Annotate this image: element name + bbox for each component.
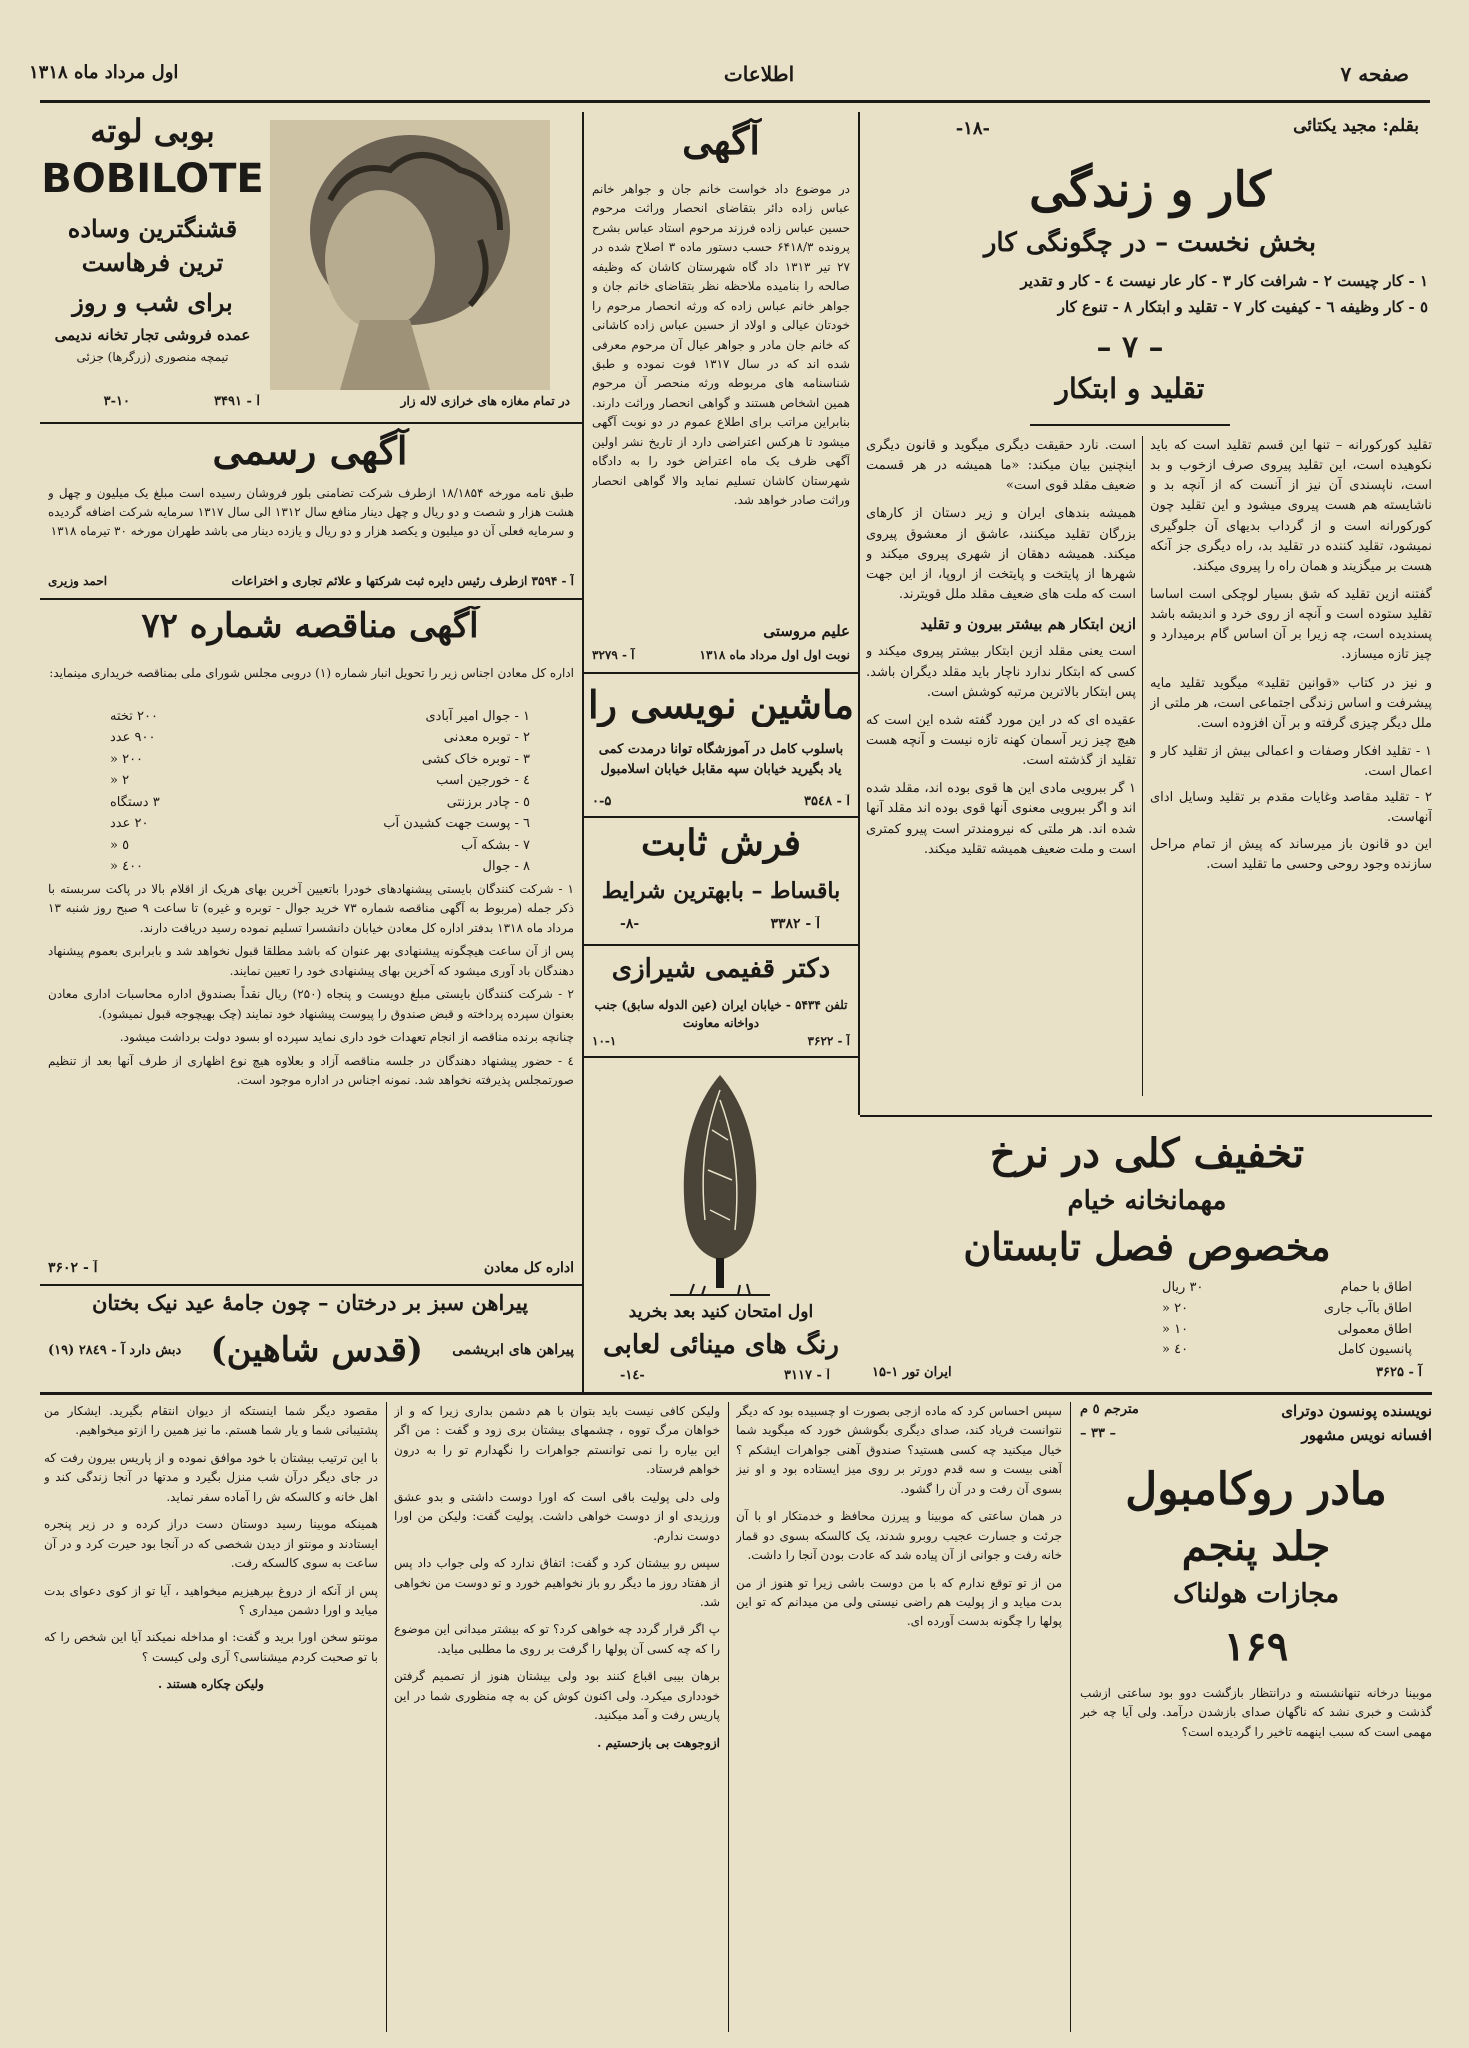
tender-cond-4: چنانچه برنده مناقصه از انجام تعهدات خود داری نماید سپرده او بسود دولت برداشت میشود.: [119, 1030, 574, 1045]
paint-code: آ - ۳۱۱۷: [784, 1368, 830, 1383]
paint-line2: رنگ های مینائی لعابی: [603, 1330, 839, 1360]
tender-item-label: ۳ - توبره خاک کشی: [421, 751, 530, 767]
hotel-codes: [872, 1363, 1422, 1384]
article-number: -۱۸-: [955, 118, 990, 139]
shirt-brand: (قدس شاهین): [210, 1330, 424, 1370]
list-2: ۲ - تقلید مقاصد وغایات مقدم بر تقلید وسایل ادای آنهاست.: [1150, 790, 1432, 826]
official-body: طبق نامه مورخه ۱۸/۱۸۵۴ ازطرف شرکت تضامنی بلور فروشان رسیده است مبلغ یک میلیون و چهل و هشت هزار و شصت و دو ریال و چهل دینار منافع سال ۱۳۱۲ الی سال ۱۳۱۷ سرمایه شرکت اضافه گردیده و سرمایه فعلی آن دو میلیون و یکصد هزار و دو ریال و یازده دینار می باشد طهران مورخه ۳۰ تیرماه ۱۳۱۸: [48, 486, 574, 539]
rate-label: اطاق معمولی: [1337, 1321, 1412, 1337]
doctor-body: تلفن ۵۴۳۴ - خیابان ایران (عین الدوله سابق) جنب دواخانه معاونت: [594, 998, 848, 1030]
bobilote-code-right: آ - ۳۴۹۱: [214, 394, 260, 409]
tender-item-qty: ۲۰۰ «: [110, 751, 144, 767]
sub-column-rule: [1142, 436, 1143, 1096]
serial-byline2: [1080, 1426, 1432, 1444]
tree-trunk: [716, 1258, 724, 1288]
tender-item-qty: ٤٠٠ «: [110, 859, 144, 875]
typing-rule: [584, 816, 860, 818]
serial-col-4: [44, 1402, 378, 2022]
shirt-row: [48, 1330, 574, 1370]
masthead-rule: [40, 100, 1430, 103]
serial-col3-p5: برهان بیبی اقباع کنند بود ولی بیشتان هنوز از تصمیم گرفتن خودداری میکرد. ولی اکنون کوش کن به چه منظوری شما در این پاریس رفت و آمد میکنید.: [394, 1669, 720, 1723]
hotel-top-rule: [860, 1115, 1432, 1117]
para-intro: تقلید کورکورانه – تنها این قسم تقلید است که باید نکوهیده است، این تقلید پیروی صرف ازخوب و بد است، ناپسندی آن نیز از آنست که از آنچه بد و ناشایسته هم هست پیروی میشود و این تقلید چون کورکورانه است و از گرداب بدیهای آن جلوگیری نمیشود، تقلید کننده در تقلید بد، راه دیگری جز آنکه هست بر میگزیند و همان راه را پیروی میکند.: [1150, 438, 1432, 574]
portrait-face: [325, 190, 435, 330]
article-toc-line2: ٥ - کار وظیفه ٦ - کیفیت کار ۷ - تقلید و ابتکار ۸ - تنوع کار: [1057, 298, 1428, 316]
serial-col3-p2: ولی دلی پولیت باقی است که اورا دوست داشتی و بدو عشق ورزیدی او از دوست خواهی داشت. پولیت گفت: ولیکن من اورا دوست ندارم.: [394, 1489, 720, 1543]
bobilote-tagline2: ترین فرهاست: [81, 248, 224, 277]
section-number: – ۷ –: [1096, 330, 1164, 365]
tender-footer: [48, 1260, 574, 1276]
serial-col4-p1: مقصود دیگر شما اینستکه از دیوان انتقام بگیرید. ایشکار من پشتیبانی شما و یار شما هستم. ما نیز همین را ازتو میخواهیم.: [44, 1404, 378, 1438]
article-author: بقلم: مجید یکتائی: [1293, 116, 1419, 136]
section-rule: [1030, 424, 1230, 426]
section-title: تقلید و ابتکار: [1055, 372, 1205, 405]
column-rule: [582, 112, 584, 1392]
official-title: آگهی رسمی: [212, 428, 408, 473]
notice-rule: [584, 672, 860, 674]
paint-codes: [620, 1368, 830, 1383]
para-left-bold: ازین ابتکار هم بیشتر بیرون و تقلید: [920, 615, 1136, 634]
rate-price: ۲۰ «: [1162, 1300, 1189, 1316]
para-left-4: ۱ گر ببرویی مادی این ها قوی بوده اند، مقلد شده اند و اگر ببرویی معنوی آنها قوی بوده اند مقلد آنها شده اند. هر ملتی که نیرومندتر است پیرو کمتری است و ملت ضعیف همیشه تقلید میکند.: [866, 781, 1136, 857]
serial-translator: مترجم ٥ م: [1080, 1402, 1139, 1417]
doctor-code: آ - ۳۶۲۲: [807, 1034, 850, 1048]
serial-col4-p3: همینکه موبینا رسید دوستان دست دراز کرده و در زیر پنجره ایستادند و مونتو از دیدن شخصی که در آنجا بود حیرت کرد و در آن ساعت به سوی کالسکه رفت.: [44, 1517, 378, 1571]
notice-footer-code: آ - ۳۲۷۹: [592, 648, 635, 662]
rate-row: [1162, 1320, 1412, 1341]
article-col-right: [1150, 436, 1432, 1096]
tender-item: [110, 792, 530, 813]
carpet-code2: -۸-: [620, 916, 640, 932]
shirt-headline: پیراهن سبز بر درختان – چون جامهٔ عید نیک بختان: [91, 1290, 529, 1315]
bobilote-rule: [40, 422, 582, 424]
serial-col2-p1: سپس احساس کرد که ماده ازجی بصورت او چسبیده بود که دیگر نتوانست فریاد کند، صدای دیگری بگوشش خورد که میگوید شما خیال میکنید چه کسی هستید؟ صندوق آهنی جواهرات ایشکم ؟ آهنی بیست و سه قدم دورتر بر روی میز ایستاده بود و او نیز بسوی آن رفت و در آن را گشود.: [736, 1404, 1062, 1496]
serial-byline: [1080, 1402, 1432, 1420]
serial-col4-p5: مونتو سخن اورا برید و گفت: او مداخله نمیکند آیا این شخص را که با تو صحبت کردم میشناسی؟ آری ولی کیست ؟: [44, 1630, 378, 1664]
tender-item-qty: ۹۰۰ عدد: [110, 730, 156, 746]
para-left-2: است یعنی مقلد ازین ابتکار بیشتر پیروی میکند و کسی که ابتکار ندارد ناچار باید مقلد دیگران باشد. پس ابتکار بالاترین مرتبه کوشش است.: [866, 644, 1136, 700]
article-col-left: [866, 436, 1136, 1096]
bobilote-ad: [40, 112, 580, 422]
paper-name: اطلاعات: [723, 62, 795, 86]
tender-item-label: ٤ - خورجین اسب: [436, 773, 530, 789]
bottom-col-rule: [1070, 1402, 1071, 2032]
carpet-subtitle: باقساط – بابهترین شرایط: [601, 878, 841, 904]
tender-code: آ - ۳۶۰۲: [48, 1260, 98, 1276]
tender-item: [110, 770, 530, 791]
hotel-ad: [862, 1120, 1432, 1392]
doctor-rule: [584, 1056, 860, 1058]
rate-price: ۳۰ ریال: [1162, 1280, 1204, 1295]
serial-col4-p2: با این ترتیب بیشتان با خود موافق نموده و از پاریس بیرون رفت که در جای دیگر درآن شب منزل بگیرد و مدتها در آنجا زندگی کند و اهل خانه و کالسکه ش را آماده سفر نماید.: [44, 1450, 378, 1504]
tender-item-label: ۲ - توبره معدنی: [443, 730, 530, 746]
article-toc-line1: ۱ - کار چیست ۲ - شرافت کار ۳ - کار عار نیست ٤ - کار و تقدیر: [1020, 272, 1428, 290]
tender-item-label: ٦ - پوست جهت کشیدن آب: [383, 816, 530, 832]
tender-item-qty: ۲۰۰ تخته: [110, 709, 158, 724]
cypress-tree-illustration: [650, 1070, 790, 1300]
tender-item: [110, 727, 530, 748]
typing-title: ماشین نویسی را: [588, 682, 854, 727]
serial-col2-p3: من از تو توقع ندارم که با من دوست باشی زیرا تو هنوز از من بدت میاید و از پولیت هم راضی نیستی ولی من میدانم که تو این پولها را چگونه بدست آورده ای.: [736, 1575, 1062, 1629]
bobilote-address: تیمچه منصوری (زرگرها) جزئی: [76, 350, 229, 364]
tender-cond-2: پس از آن ساعت هیچگونه پیشنهادی بهر عنوان که باشد مطلقا قبول نخواهد شد و بابرابری بعموم پیشنهاد دهندگان باد آوری میشود که آخرین بهای پیشنهادی خود را تعیین نمایند.: [48, 944, 574, 978]
rate-row: [1162, 1340, 1412, 1361]
tender-title: آگهی مناقصه شماره ۷۲: [141, 606, 479, 646]
bobilote-code-left: ۳-۱۰: [103, 394, 130, 409]
carpet-title: فرش ثابت: [641, 822, 801, 864]
tender-rule: [40, 1284, 582, 1286]
para-3: و نیز در کتاب «قوانین تقلید» میگوید تقلید مایه پیشرفت و اساس زندگی اجتماعی است، هر ملتی از ملل دیگر چیزی گرفته و بر آن افزوده است.: [1150, 675, 1432, 731]
doctor-codes: [592, 1034, 850, 1048]
rate-price: ۱۰ «: [1162, 1321, 1189, 1337]
para-2: گفتنه ازین تقلید که شق بسیار لوچکی است اساسا تقلید ستوده است و آنچه از روی خرد و اندیشه باشد پسندیده است، چه زیرا بر آن اساس گام برمیدارد و چیز تازه میسازد.: [1150, 586, 1432, 663]
serial-col3-end: ازوجوهت بی بازحستیم .: [597, 1735, 720, 1750]
tender-item-qty: ۳ دستگاه: [110, 794, 160, 810]
bobilote-tagline3: برای شب و روز: [72, 288, 233, 317]
bobilote-tagline1: قشنگترین وساده: [67, 214, 238, 243]
serial-intro: موبینا درخانه تنهانشسته و درانتظار بازگشت دوو بود ساعتی ازشب گذشت و خبری نشد که ناگهان صدای بازشدن درآمد. ولی آیا چه خبر مهمی است که سبب اینهمه تاخیر را گردیده است؟: [1080, 1686, 1432, 1739]
list-1: ۱ - تقلید افکار وصفات و اعمالی بیش از تقلید کار و اعمال است.: [1150, 743, 1432, 780]
paint-code2: -۱٤-: [620, 1368, 645, 1383]
woman-portrait-illustration: [270, 120, 550, 390]
official-code: آ - ۳۵۹۴ ازطرف رئیس دایره ثبت شرکتها و علائم تجاری و اختراعات: [231, 574, 574, 588]
tender-cond-3: ۲ - شرکت کنندگان بایستی مبلغ دویست و پنجاه (۲۵۰) ریال نقداً بصندوق اداره محاسبات اداری معادن بعنوان سپرده پرداخته و قبض صندوق را پیوست پیشنهاد خود نمایند (چک بهیچوجه قبول نمیشود).: [48, 987, 574, 1021]
tender-item-qty: ۲ «: [110, 773, 130, 789]
page-label: صفحه ۷: [1340, 62, 1409, 86]
doctor-code2: ۱۰-۱: [592, 1034, 617, 1048]
serial-col3-p1: ولیکن کافی نیست باید بتوان با هم دشمن بداری زیرا که و از خواهان مرگ تووه ، چشمهای بیشتان بری زود و گفت : من اگر این بیاره را نمی توانستم جواهرات را نگهدارم تو را به درون خواهم فرستاد.: [394, 1404, 720, 1477]
column-rule: [858, 112, 860, 1115]
notice-signature: علیم مروستی: [763, 622, 850, 640]
serial-col3-p3: سپس رو بیشتان کرد و گفت: اتفاق ندارد که ولی جواب داد پس از هفتاد روز ما دیگر رو باز نخواهیم خورد و تو دوست من نخواهی شد.: [394, 1556, 720, 1609]
tender-cond-1: ۱ - شرکت کنندگان بایستی پیشنهادهای خودرا باتعیین آخرین بهای هریک از اقلام بالا در پاکت سربسته با ذکر جمله (مربوط به آگهی مناقصه شماره ۷۳ خرید جوال - توبره و غیره) تا ساعت ۹ صبح روز شنبه ۱۳ مرداد ماه ۱۳۱۸ بدفتر اداره کل معادن خیابان دانشسرا تسلیم نموده رسید دریافت دارند.: [48, 882, 574, 935]
notice-body: در موضوع داد خواست خانم جان و جواهر خانم عباس زاده دائر بتقاضای انحصار وراثت مرحوم حسین عباس زاده فرزند مرحوم استاد عباس بشرح پرونده ۶۴۱۸/۳ حسب دستور ماده ۳ اصلاح شده در ۲۷ تیر ۱۳۱۳ داد گاه شهرستان کاشان که وظیفه صالحه را بنامیده ملاحظه نظر بتقاضای خانم جان و جواهر خانم عباس زاده که ورثه انحصار مرحوم را خودتان عیالی و اولاد از حسین عباس زاده کاشانی که خانم جان مادر و جواهر عیال آن مرحوم معرفی شده اند که در سال ۱۳۱۷ فوت نموده و طبق شناسنامه های مربوطه ورثه منحصر آن مرحوم همین اشخاص هستند و گواهی انحصار وراثت دارند. بنابراین مراتب برای اطلاع عموم در دو نوبت آگهی میشود تا هرکس اعتراضی دارد از تاریخ نشر اولین آگهی ظرف یک ماه اعتراض خود را به دادگاه شهرستان کاشان تسلیم نماید والا گواهی انحصار وراثت صادر خواهد شد.: [592, 182, 850, 507]
typing-code: آ - ۳۵٤۸: [804, 794, 850, 809]
tender-intro: اداره کل معادن اجناس زیر را تحویل انبار شماره (۱) دروبی مجلس شورای ملی بمناقصه خریداری مینماید:: [49, 666, 574, 680]
hotel-code: آ - ۳۶۲۵: [1376, 1365, 1422, 1381]
hotel-title: تخفیف کلی در نرخ: [989, 1130, 1305, 1177]
rate-label: اطاق باآب جاری: [1323, 1300, 1412, 1316]
serial-volume: جلد پنجم: [1181, 1523, 1331, 1570]
rate-label: اطاق با حمام: [1340, 1280, 1412, 1295]
tender-signature: اداره کل معادن: [483, 1260, 574, 1276]
tender-item: [110, 856, 530, 877]
official-signature: احمد وزیری: [48, 574, 108, 588]
bottom-col-rule: [386, 1402, 387, 2032]
bottom-col-rule: [728, 1402, 729, 2032]
rate-row: [1162, 1278, 1412, 1299]
tender-items: [110, 706, 530, 878]
tender-conditions: [48, 880, 574, 1248]
hotel-rates: [1162, 1278, 1412, 1361]
serial-col4-p4: پس از آنکه از دروغ بپرهیزیم میخواهید ، آیا تو از کوی دعوای بدت میاید و اورا دشمن میداری ؟: [44, 1583, 378, 1617]
paint-line1: اول امتحان کنید بعد بخرید: [628, 1302, 814, 1322]
para-left-intro: است. نارد حقیقت دیگری میگوید و قانون دیگری اینچنین بیان میکند: «ما همیشه در هر قسمت ضعیف مقلد قوی است»: [866, 438, 1136, 494]
hotel-season: مخصوص فصل تابستان: [963, 1224, 1331, 1269]
bobilote-title-en: BOBILOTE: [41, 156, 264, 202]
official-rule: [40, 598, 582, 600]
tender-item: [110, 749, 530, 770]
tender-item: [110, 813, 530, 834]
tender-cond-5: ٤ - حضور پیشنهاد دهندگان در جلسه مناقصه آزاد و بعلاوه هیچ نوع اظهاری از طرف آنها بعد از تنظیم صورتمجلس پذیرفته نخواهد شد. نمونه اجناس در اداره موجود است.: [48, 1053, 574, 1087]
official-footer: [48, 572, 574, 590]
notice-footer-left: نوبت اول اول مرداد ماه ۱۳۱۸: [699, 648, 850, 662]
shirt-code: دبش دارد آ - ۲۸٤۹ (۱۹): [48, 1342, 182, 1358]
bobilote-seller: عمده فروشی تجار تخانه ندیمی: [54, 326, 251, 344]
para-left-1: همیشه بندهای ایران و زیر دستان از کارهای بزرگان تقلید میکنند، عاشق از معشوق پیروی میکند. همیشه دهقان از شهری پیروی میکند و شهرها از پایتخت و پایتخت از اروپا، از این جهت است که ملت های ضعیف مقلد ملل قویترند.: [866, 506, 1136, 602]
typing-code2: ۰-۵: [592, 794, 612, 809]
bobilote-title-fa: بوبی لوته: [90, 112, 215, 150]
doctor-title: دکتر قفیمی شیرازی: [611, 954, 831, 984]
para-left-3: عقیده ای که در این مورد گفته شده این است که هیچ چیز زیر آسمان کهنه تازه نیست و آنچه هست تقلید از گذشته است.: [866, 712, 1136, 769]
tender-item-label: ۸ - جوال: [482, 859, 530, 875]
typing-codes: [592, 794, 850, 809]
rate-row: [1162, 1299, 1412, 1320]
article-subtitle: بخش نخست – در چگونگی کار: [983, 228, 1317, 258]
serial-chapter-number: ۱۶۹: [1223, 1623, 1289, 1670]
serial-col3-p4: پ اگر قرار گردد چه خواهی کرد؟ تو که بیشتر میدانی این موضوع را که چه کسی آن پولها را گرفت بر روی ما مطلبی میاید.: [394, 1622, 720, 1656]
tree-foliage: [684, 1075, 756, 1260]
tender-item-label: ٥ - چادر برزنتی: [446, 794, 530, 810]
serial-author-sub: افسانه نویس مشهور: [1301, 1426, 1432, 1444]
serial-col2-p2: در همان ساعتی که موبینا و پیرزن محافظ و خدمتکار او با آن جرئت و جسارت عجیب روبرو شدند، یک کالسکه بسوی دو قمار خانه رفت و جوانی از آن پیاده شد که عادت بودن آنجا را داشت.: [736, 1509, 1062, 1563]
tender-item-qty: ٥ «: [110, 837, 130, 853]
bobilote-stores: در تمام مغازه های خرازی لاله زار: [400, 394, 570, 408]
tender-item: [110, 706, 530, 727]
serial-col-2: [736, 1402, 1062, 2022]
shirt-body: پیراهن های ابریشمی: [452, 1342, 574, 1358]
typing-body: باسلوب کامل در آموزشگاه توانا درمدت کمی یاد بگیرید خیابان سپه مقابل خیابان اسلامبول: [598, 742, 844, 778]
rate-label: پانسیون کامل: [1337, 1342, 1412, 1358]
tender-item-qty: ۲۰ عدد: [110, 816, 149, 832]
hotel-code2: ایران تور ۱-۱۵: [872, 1365, 952, 1381]
serial-col-3: [394, 1402, 720, 2022]
serial-part: مجازات هولناک: [1172, 1579, 1340, 1609]
para-end: این دو قانون باز میرساند که پیش از تمام مراحل سازنده وجود روحی وحسی ما تقلید است.: [1150, 836, 1432, 872]
hotel-name: مهمانخانه خیام: [1067, 1186, 1227, 1216]
serial-col4-end: ولیکن چکاره هستند .: [158, 1677, 264, 1692]
notice-footer: [592, 648, 850, 662]
carpet-rule: [584, 944, 860, 946]
carpet-code: آ - ۳۳۸۲: [770, 916, 820, 932]
tender-item: [110, 835, 530, 856]
serial-title: مادر روکامبول: [1125, 1464, 1387, 1515]
bottom-band-rule: [40, 1392, 1432, 1395]
tender-item-label: ۷ - بشکه آب: [461, 837, 530, 853]
serial-number: – ۳۳ –: [1080, 1426, 1117, 1441]
rate-price: ٤٠ «: [1162, 1342, 1189, 1358]
serial-author: نویسنده پونسون دوترای: [1281, 1402, 1432, 1420]
carpet-codes: [620, 916, 820, 932]
notice-title: آگهی: [682, 118, 760, 163]
serial-header: [1080, 1402, 1432, 2022]
article-title: کار و زندگی: [1029, 162, 1271, 218]
issue-date: اول مرداد ماه ۱۳۱۸: [29, 62, 179, 83]
tender-item-label: ۱ - جوال امیر آبادی: [425, 709, 530, 724]
